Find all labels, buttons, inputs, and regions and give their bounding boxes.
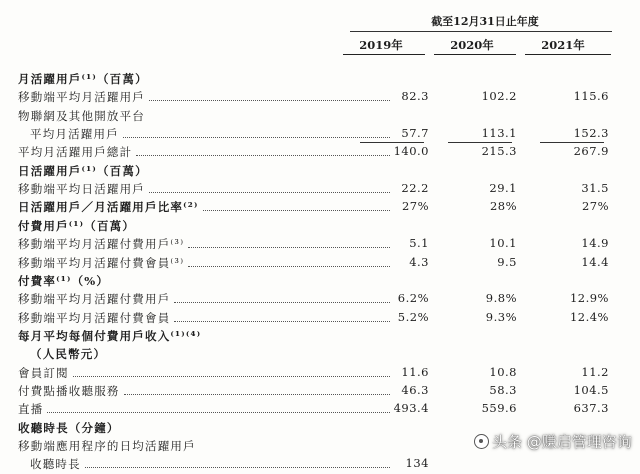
row-label: 付費點播收聽服務 [18, 383, 120, 398]
value-2020: 9.3% [485, 309, 517, 324]
value-2020: 113.1 [481, 126, 517, 141]
leader-dots [174, 321, 390, 322]
row-label: 移動端平均月活躍用戶 [18, 90, 145, 105]
value-2020: 102.2 [481, 89, 517, 104]
value-2020: 29.1 [489, 181, 517, 196]
row-label: 直播 [18, 402, 44, 417]
value-2019: 82.3 [401, 89, 429, 104]
value-2019: 134 [405, 456, 429, 471]
leader-dots [73, 376, 390, 377]
year-rule-2021 [525, 54, 611, 55]
leader-dots [85, 467, 390, 468]
table-row [18, 401, 628, 419]
headline-logo-icon [474, 434, 489, 449]
table-row [18, 328, 628, 346]
value-2021: 267.9 [573, 144, 609, 159]
value-2021: 14.4 [581, 254, 609, 269]
table-row [18, 255, 628, 273]
row-label: 移動端平均日活躍用戶 [18, 182, 145, 197]
subtotal-rule [360, 142, 424, 143]
row-label: 平均月活躍用戶總計 [18, 145, 133, 160]
value-2020: 58.3 [489, 382, 517, 397]
row-label: 物聯網及其他開放平台 [18, 108, 145, 123]
table-row [18, 218, 628, 236]
row-label: 移動端應用程序的日均活躍用戶 [18, 439, 196, 453]
year-header-2020: 2020年 [450, 38, 494, 52]
year-rule-2019 [343, 54, 425, 55]
value-2019: 140.0 [393, 144, 429, 159]
row-label: （人民幣元） [30, 347, 107, 362]
value-2019: 6.2% [397, 291, 429, 306]
value-2019: 5.2% [397, 309, 429, 324]
value-2019: 493.4 [393, 401, 429, 416]
value-2020: 9.5 [497, 254, 517, 269]
leader-dots [149, 100, 390, 101]
table-row [18, 346, 628, 364]
year-rule-2020 [434, 54, 516, 55]
table-row [18, 310, 628, 328]
leader-dots [149, 192, 390, 193]
row-label: 日活躍用戶⁽¹⁾（百萬） [18, 163, 148, 178]
row-label: 日活躍用戶／月活躍用戶比率⁽²⁾ [18, 200, 199, 215]
watermark-text: 头条 @赚启管理咨询 [492, 432, 632, 451]
value-2020: 10.8 [489, 364, 517, 379]
value-2019: 46.3 [401, 382, 429, 397]
subtotal-rule [540, 142, 604, 143]
row-label: 平均月活躍用戶 [30, 127, 119, 142]
row-label: 付費用戶⁽¹⁾（百萬） [18, 218, 136, 233]
value-2020: 28% [489, 199, 517, 214]
table-row [18, 273, 628, 291]
row-label: 每月平均每個付費用戶收入⁽¹⁾⁽⁴⁾ [18, 328, 202, 343]
period-header: 截至12月31日止年度 [431, 15, 539, 28]
value-2019: 57.7 [401, 126, 429, 141]
table-row [18, 236, 628, 254]
value-2021: 104.5 [573, 382, 609, 397]
row-label: 付費率⁽¹⁾（%） [18, 273, 110, 288]
leader-dots [124, 394, 390, 395]
leader-dots [174, 302, 390, 303]
table-row [18, 144, 628, 162]
period-underline [350, 31, 612, 32]
row-label: 移動端平均月活躍付費用戶 [18, 292, 171, 307]
value-2021: 11.2 [581, 364, 609, 379]
table-row [18, 383, 628, 401]
table-row [18, 199, 628, 217]
value-2021: 12.9% [569, 291, 609, 306]
value-2021: 27% [581, 199, 609, 214]
value-2020: 215.3 [481, 144, 517, 159]
table-row [18, 163, 628, 181]
leader-dots [123, 137, 390, 138]
table-row [18, 365, 628, 383]
value-2021: 31.5 [581, 181, 609, 196]
table-row [18, 108, 628, 126]
value-2021: 14.9 [581, 236, 609, 251]
row-label: 移動端平均月活躍付費會員⁽³⁾ [18, 255, 185, 270]
row-label: 移動端平均月活躍付費用戶⁽³⁾ [18, 237, 185, 252]
value-2019: 22.2 [401, 181, 429, 196]
value-2021: 152.3 [573, 126, 609, 141]
value-2019: 11.6 [401, 364, 429, 379]
row-label: 收聽時長 [30, 457, 81, 472]
table-row [18, 456, 628, 474]
table-row [18, 126, 628, 144]
value-2020: 10.1 [489, 236, 517, 251]
value-2019: 4.3 [409, 254, 429, 269]
year-header-2019: 2019年 [359, 38, 403, 52]
leader-dots [47, 412, 390, 413]
year-header-2021: 2021年 [541, 38, 585, 52]
row-label: 收聽時長（分鐘） [18, 420, 120, 435]
row-label: 移動端平均月活躍付費會員 [18, 310, 171, 325]
value-2020: 559.6 [481, 401, 517, 416]
value-2019: 27% [401, 199, 429, 214]
table-row [18, 181, 628, 199]
value-2021: 12.4% [569, 309, 609, 324]
leader-dots [136, 155, 390, 156]
table-row [18, 71, 628, 89]
table-row [18, 291, 628, 309]
row-label: 會員訂閱 [18, 365, 69, 380]
watermark [474, 428, 632, 454]
subtotal-rule [448, 142, 512, 143]
row-label: 月活躍用戶⁽¹⁾（百萬） [18, 72, 148, 86]
table-row [18, 89, 628, 107]
value-2021: 637.3 [573, 401, 609, 416]
value-2020: 9.8% [485, 291, 517, 306]
value-2019: 5.1 [409, 236, 429, 251]
value-2021: 115.6 [573, 89, 609, 104]
